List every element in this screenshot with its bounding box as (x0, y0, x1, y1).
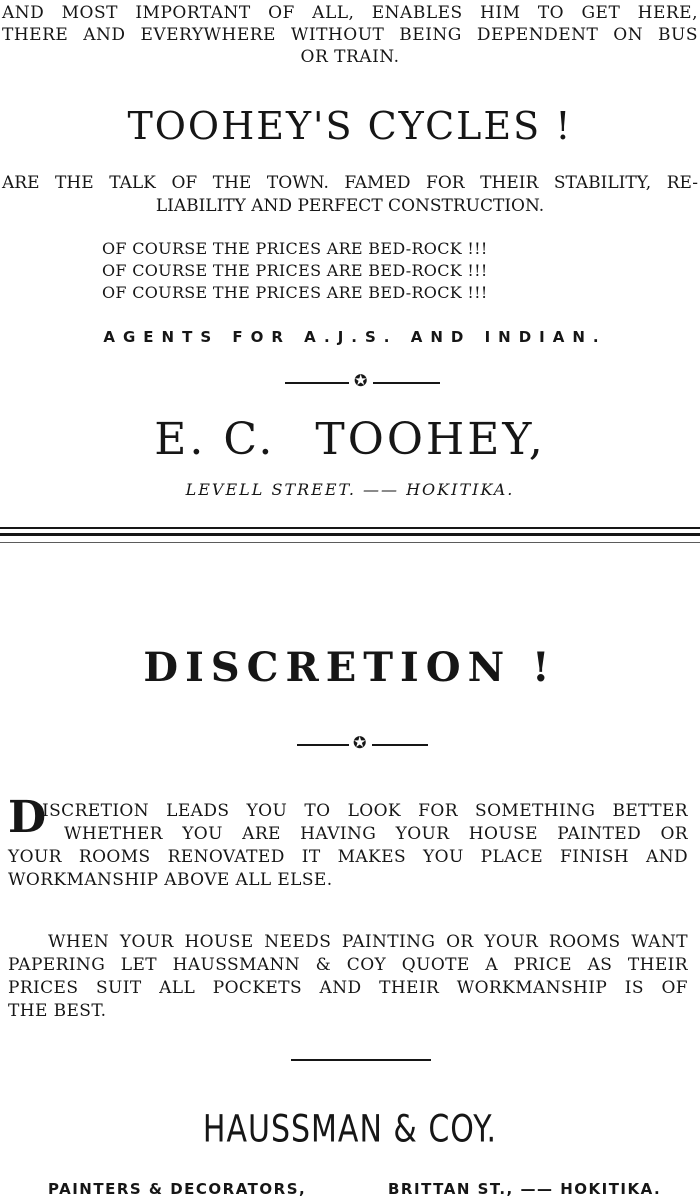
name-initials: E. C. (154, 414, 276, 465)
paragraph-line: ISCRETION LEADS YOU TO LOOK FOR SOMETHING BETTER (42, 801, 688, 821)
price-line: OF COURSE THE PRICES ARE BED-ROCK !!! (102, 239, 488, 258)
paragraph-line: WHETHER YOU ARE HAVING YOUR HOUSE PAINTED OR (64, 824, 688, 844)
separator-rule (0, 533, 700, 536)
toohey-heading: TOOHEY'S CYCLES ! (127, 104, 573, 148)
talk-line: LIABILITY AND PERFECT CONSTRUCTION. (155, 196, 545, 216)
ornament-divider (285, 371, 440, 390)
discretion-paragraph-1 (8, 800, 688, 892)
street-line: BRITTAN ST., —— HOKITIKA. (388, 1180, 662, 1198)
intro-paragraph (0, 2, 700, 68)
intro-line: OR TRAIN. (300, 47, 400, 67)
star-ornament-icon: ✪ (353, 733, 367, 752)
price-line: OF COURSE THE PRICES ARE BED-ROCK !!! (102, 283, 488, 302)
trade-line: PAINTERS & DECORATORS, (48, 1180, 307, 1198)
toohey-address: LEVELL STREET. —— HOKITIKA. (185, 480, 515, 499)
price-line: OF COURSE THE PRICES ARE BED-ROCK !!! (102, 261, 488, 280)
talk-line: ARE THE TALK OF THE TOWN. FAMED FOR THEIR STABILITY, RE- (2, 173, 698, 193)
separator-rule (0, 527, 700, 529)
agents-line: AGENTS FOR A.J.S. AND INDIAN. (103, 328, 607, 346)
intro-line: THERE AND EVERYWHERE WITHOUT BEING DEPENDENT ON BUS (2, 25, 698, 45)
discretion-paragraph-2 (8, 931, 688, 1023)
ornament-divider (297, 733, 428, 752)
paragraph-line: PAPERING LET HAUSSMANN & COY QUOTE A PRICE AS THEIR (8, 955, 688, 975)
toohey-talk (0, 172, 700, 218)
paragraph-line: PRICES SUIT ALL POCKETS AND THEIR WORKMANSHIP IS OF (8, 978, 688, 998)
paragraph-line: THE BEST. (8, 1001, 107, 1021)
paragraph-line: YOUR ROOMS RENOVATED IT MAKES YOU PLACE FINISH AND (8, 847, 688, 867)
prices-block (102, 238, 582, 304)
intro-line: AND MOST IMPORTANT OF ALL, ENABLES HIM TO GET HERE, (2, 3, 698, 23)
haussman-firm-name: HAUSSMAN & COY. (202, 1107, 498, 1152)
star-ornament-icon: ✪ (354, 371, 368, 390)
discretion-heading: DISCRETION ! (143, 644, 557, 691)
paragraph-line: WORKMANSHIP ABOVE ALL ELSE. (8, 870, 333, 890)
separator-rule (0, 542, 700, 543)
toohey-name (0, 414, 700, 465)
drop-cap: D (8, 792, 47, 843)
name-surname: TOOHEY, (315, 414, 546, 465)
paragraph-line: WHEN YOUR HOUSE NEEDS PAINTING OR YOUR ROOMS WANT (48, 932, 688, 952)
short-divider-rule (291, 1059, 431, 1061)
